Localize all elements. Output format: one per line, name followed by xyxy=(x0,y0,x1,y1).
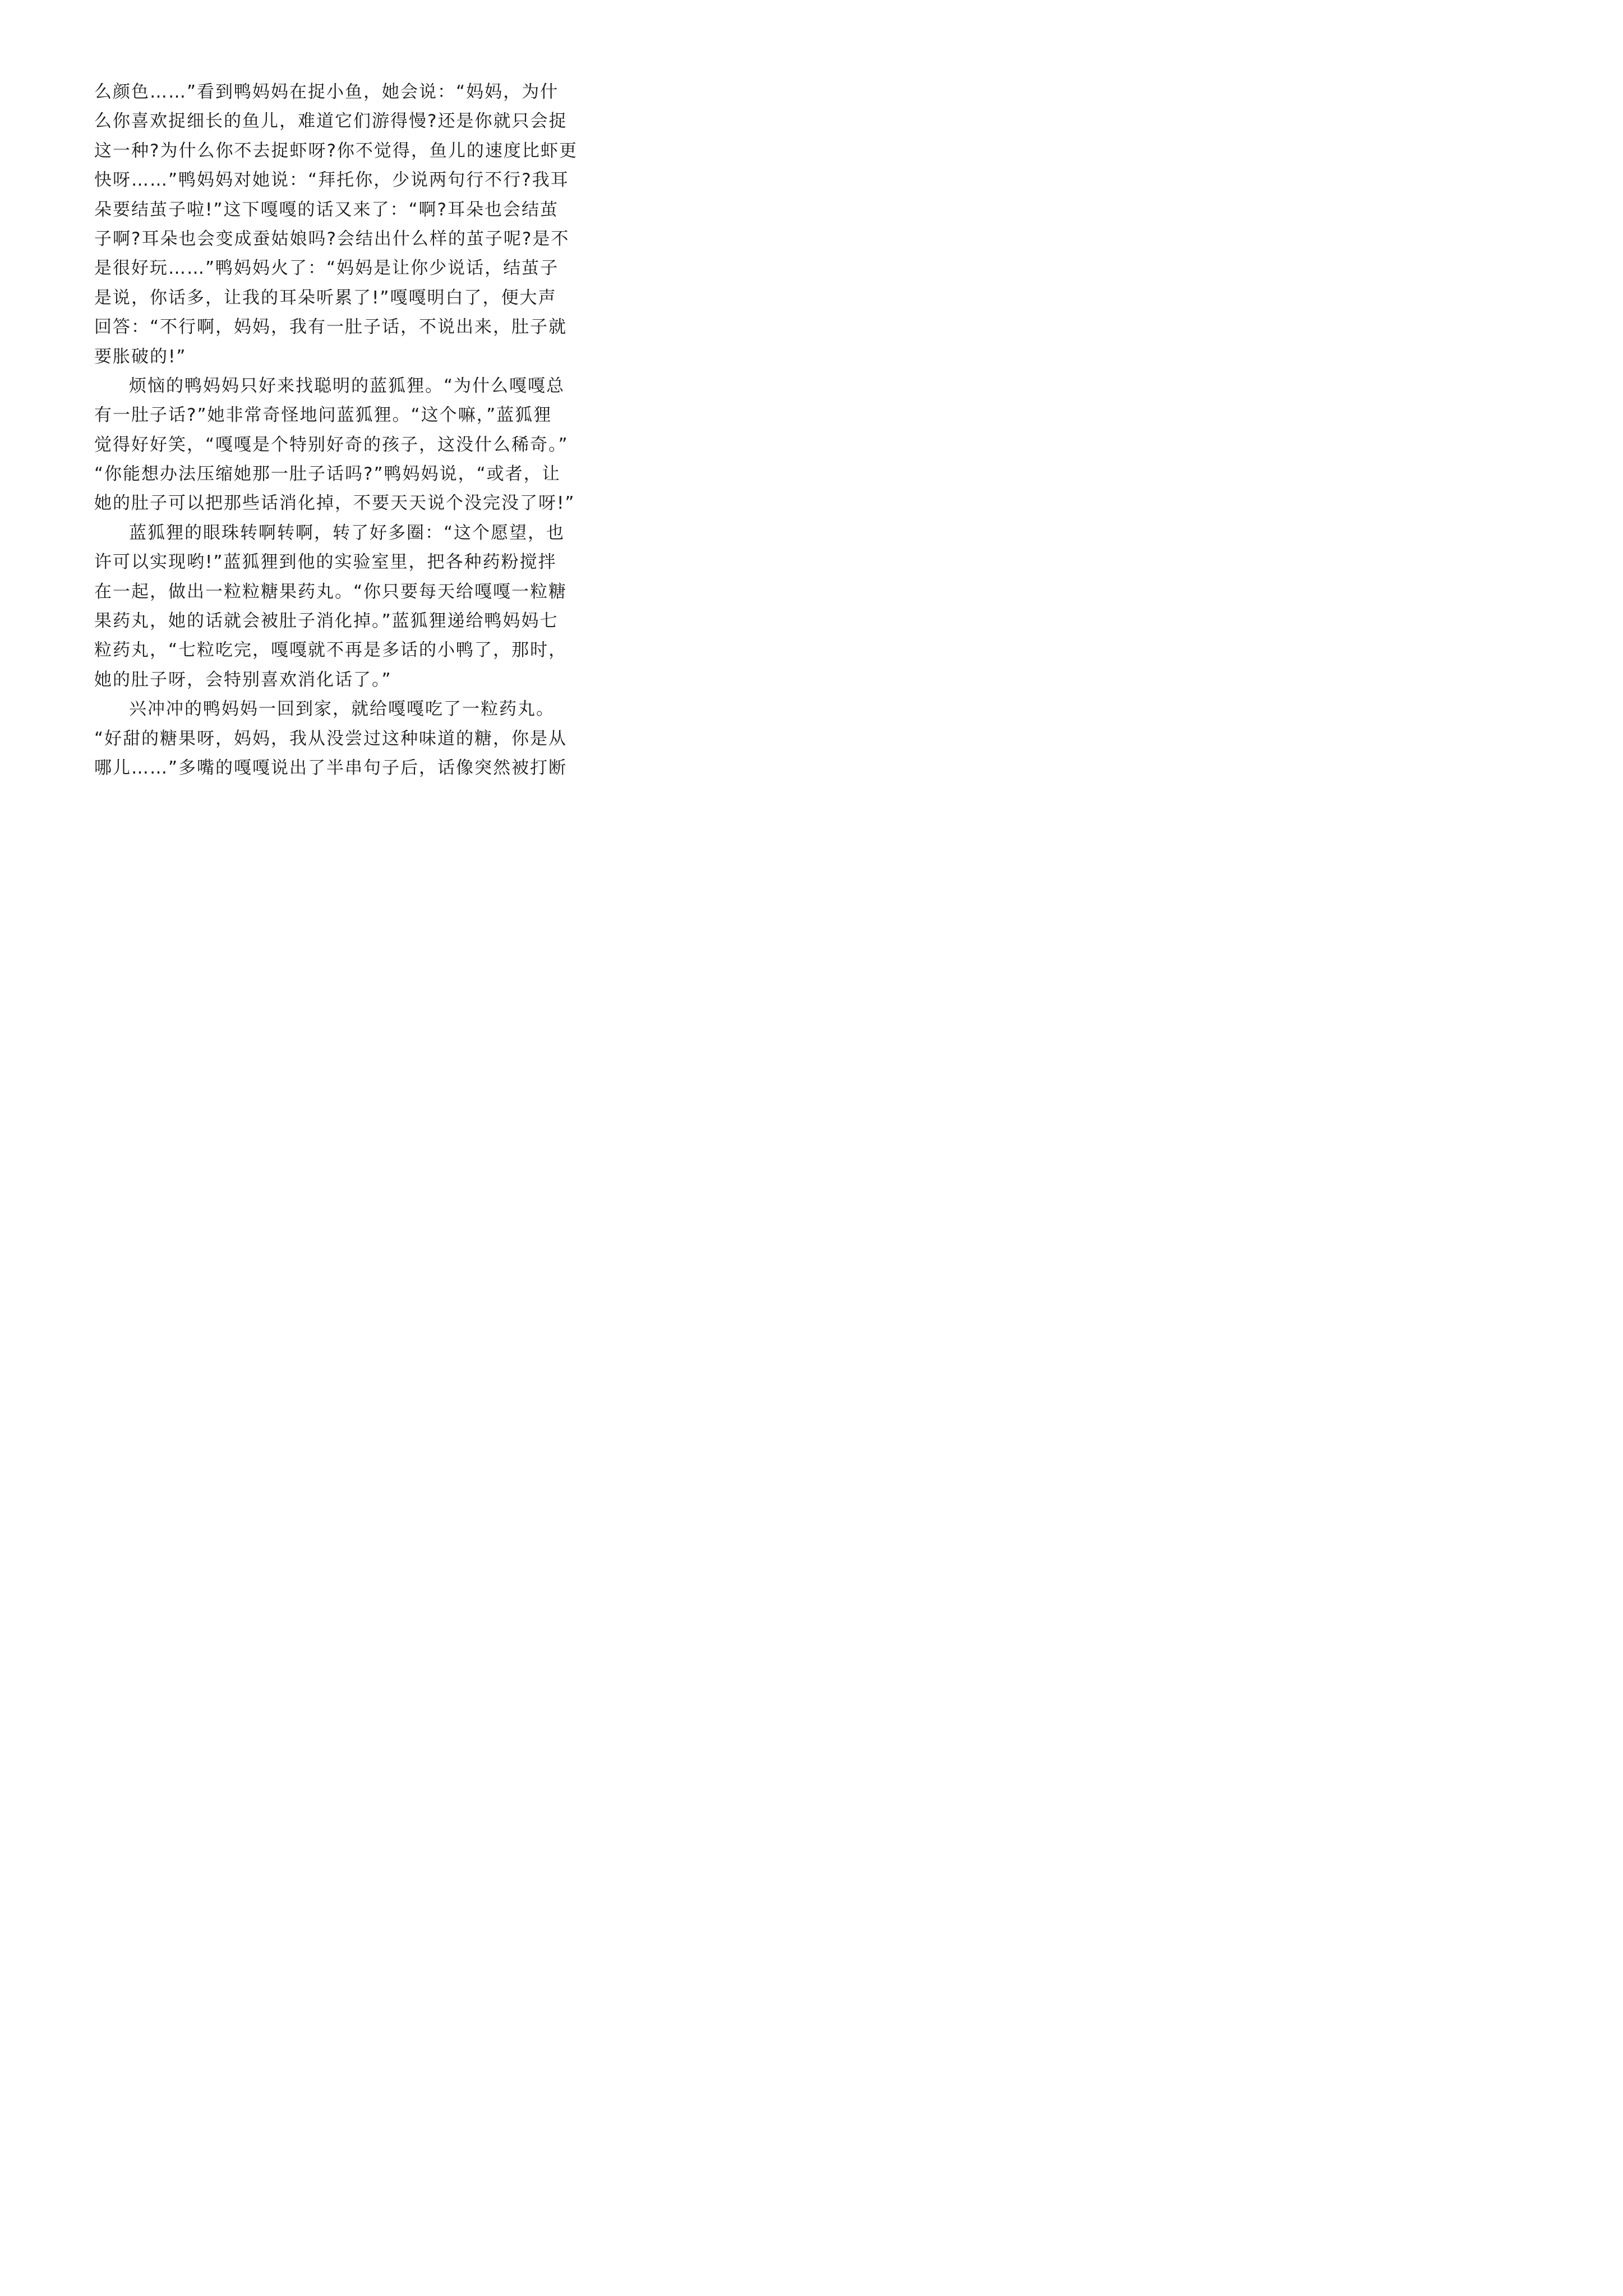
text-line: “好甜的糖果呀，妈妈，我从没尝过这种味道的糖，你是从 xyxy=(94,728,568,749)
text-line: 子啊?耳朵也会变成蚕姑娘吗?会结出什么样的茧子呢?是不 xyxy=(94,228,570,249)
text-line: 朵要结茧子啦!”这下嘎嘎的话又来了：“啊?耳朵也会结茧 xyxy=(94,199,559,220)
text-line: 许可以实现哟!”蓝狐狸到他的实验室里，把各种药粉搅拌 xyxy=(94,552,557,573)
paragraph-first-line: 兴冲冲的鸭妈妈一回到家，就给嘎嘎吃了一粒药丸。 xyxy=(129,699,555,720)
text-line: 她的肚子可以把那些话消化掉，不要天天说个没完没了呀!” xyxy=(94,493,575,514)
paragraph-first-line: 烦恼的鸭妈妈只好来找聪明的蓝狐狸。“为什么嘎嘎总 xyxy=(129,375,565,396)
text-line: 快呀……”鸭妈妈对她说：“拜托你，少说两句行不行?我耳 xyxy=(94,170,569,191)
text-line: 是说，你话多，让我的耳朵听累了!”嘎嘎明白了，便大声 xyxy=(94,287,557,308)
text-line: 觉得好好笑，“嘎嘎是个特别好奇的孩子，这没什么稀奇。” xyxy=(94,434,569,455)
text-line: “你能想办法压缩她那一肚子话吗?”鸭妈妈说，“或者，让 xyxy=(94,464,561,485)
text-line: 哪儿……”多嘴的嘎嘎说出了半串句子后，话像突然被打断 xyxy=(94,757,568,778)
text-line: 果药丸，她的话就会被肚子消化掉。”蓝狐狸递给鸭妈妈七 xyxy=(94,611,559,632)
document-page xyxy=(0,0,617,873)
story-text xyxy=(94,77,578,783)
text-line: 粒药丸，“七粒吃完，嘎嘎就不再是多话的小鸭了，那时， xyxy=(94,640,568,661)
text-line: 是很好玩……”鸭妈妈火了：“妈妈是让你少说话，结茧子 xyxy=(94,258,559,279)
paragraph-first-line: 蓝狐狸的眼珠转啊转啊，转了好多圈：“这个愿望，也 xyxy=(129,522,565,543)
text-line: 要胀破的!” xyxy=(94,346,187,367)
text-line: 回答：“不行啊，妈妈，我有一肚子话，不说出来，肚子就 xyxy=(94,317,568,338)
text-line: 她的肚子呀，会特别喜欢消化话了。” xyxy=(94,669,392,690)
text-line: 这一种?为什么你不去捉虾呀?你不觉得，鱼儿的速度比虾更 xyxy=(94,140,578,161)
text-line: 么你喜欢捉细长的鱼儿，难道它们游得慢?还是你就只会捉 xyxy=(94,111,568,132)
text-line: 在一起，做出一粒粒糖果药丸。“你只要每天给嘎嘎一粒糖 xyxy=(94,581,568,602)
text-line: 有一肚子话?”她非常奇怪地问蓝狐狸。“这个嘛，”蓝狐狸 xyxy=(94,405,552,426)
text-line: 么颜色……”看到鸭妈妈在捉小鱼，她会说：“妈妈，为什 xyxy=(94,82,559,102)
